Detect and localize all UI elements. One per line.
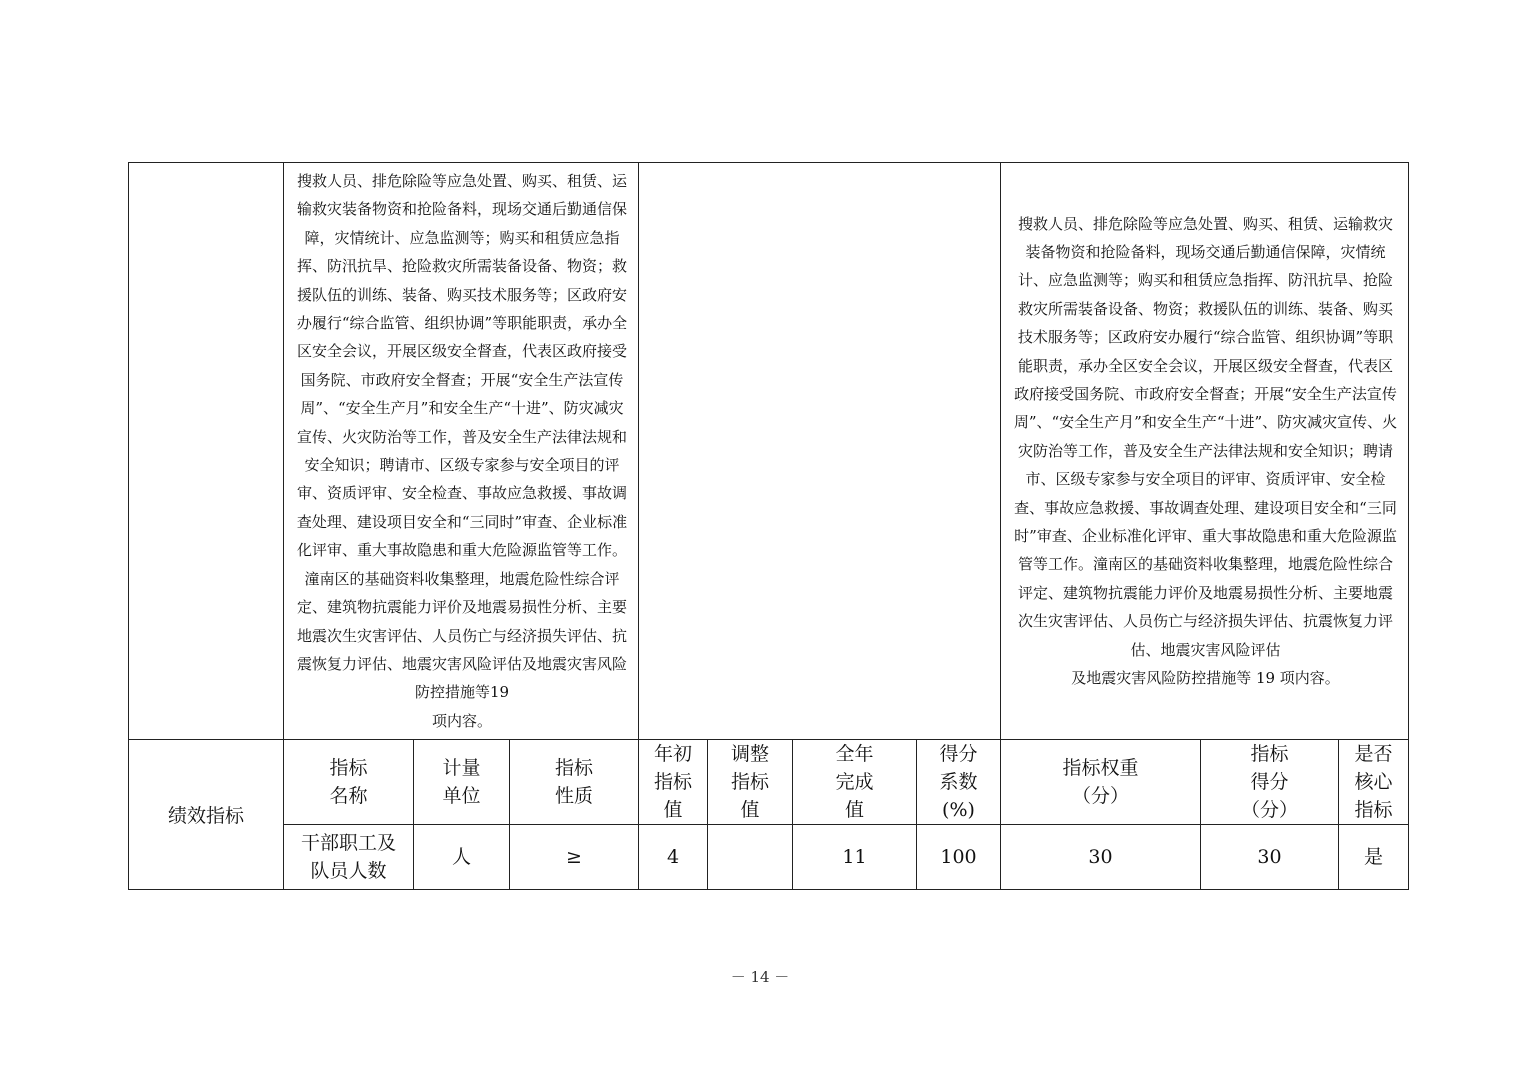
description-left-last-line: 项内容。 [431,711,492,730]
description-left-cell [284,163,639,740]
cell-core-indicator: 是 [1339,825,1409,890]
description-left-text: 搜救人员、排危除险等应急处置、购买、租赁、运输救灾装备物资和抢险备料，现场交通后勤通信保障，灾情统计、应急监测等；购买和租赁应急指挥、防汛抗旱、抢险救灾所需装备设备、物资；救援队伍的训练、装备、购买技术服务等；区政府安办履行“综合监管、组织协调”等职能职责，承办全区安全会议，开展区级安全督查，代表区政府接受国务院、市政府安全督查；开展“安全生产法宣传周”、“安全生产月”和安全生产“十进”、防灾减灾宣传、火灾防治等工作，普及安全生产法律法规和安全知识；聘请市、区级专家参与安全项目的评审、资质评审、安全检查、事故应急救援、事故调查处理、建设项目安全和“三同时”审查、企业标准化评审、重大事故隐患和重大危险源监管等工作。潼南区的基础资料收集整理，地震危险性综合评定、建筑物抗震能力评价及地震易损性分析、主要地震次生灾害评估、人员伤亡与经济损失评估、抗震恢复力评估、地震灾害风险评估及地震灾害风险防控措施等19 [296,172,628,702]
header-indicator-name: 指标 名称 [284,740,414,825]
description-row [129,163,1409,740]
cell-score-coefficient: 100 [917,825,1001,890]
header-score-coefficient: 得分 系数 (%) [917,740,1001,825]
header-adjusted-value: 调整 指标 值 [708,740,793,825]
performance-section-label: 绩效指标 [129,740,284,890]
header-row [129,740,1409,825]
header-unit: 计量 单位 [414,740,510,825]
cell-indicator-name: 干部职工及 队员人数 [284,825,414,890]
cell-adjusted-value [708,825,793,890]
header-initial-value: 年初 指标 值 [639,740,708,825]
cell-nature: ≥ [510,825,639,890]
description-empty-cell [639,163,1001,740]
header-nature: 指标 性质 [510,740,639,825]
header-score: 指标 得分 （分） [1201,740,1339,825]
description-right-cell [1001,163,1409,740]
table-row [129,825,1409,890]
cell-score: 30 [1201,825,1339,890]
cell-unit: 人 [414,825,510,890]
description-right-last-line: 及地震灾害风险防控措施等 19 项内容。 [1071,669,1340,688]
description-label-cell [129,163,284,740]
header-weight: 指标权重 （分） [1001,740,1201,825]
performance-table [128,162,1409,890]
header-core-indicator: 是否 核心 指标 [1339,740,1409,825]
cell-actual-value: 11 [793,825,917,890]
cell-initial-value: 4 [639,825,708,890]
header-actual-value: 全年 完成 值 [793,740,917,825]
description-right-text: 搜救人员、排危除险等应急处置、购买、租赁、运输救灾装备物资和抢险备料，现场交通后勤通信保障，灾情统计、应急监测等；购买和租赁应急指挥、防汛抗旱、抢险救灾所需装备设备、物资；救援队伍的训练、装备、购买技术服务等；区政府安办履行“综合监管、组织协调”等职能职责，承办全区安全会议，开展区级安全督查，代表区政府接受国务院、市政府安全督查；开展“安全生产法宣传周”、“安全生产月”和安全生产“十进”、防灾减灾宣传、火灾防治等工作，普及安全生产法律法规和安全知识；聘请市、区级专家参与安全项目的评审、资质评审、安全检查、事故应急救援、事故调查处理、建设项目安全和“三同时”审查、企业标准化评审、重大事故隐患和重大危险源监管等工作。潼南区的基础资料收集整理，地震危险性综合评定、建筑物抗震能力评价及地震易损性分析、主要地震次生灾害评估、人员伤亡与经济损失评估、抗震恢复力评估、地震灾害风险评估 [1013,214,1398,659]
page-number: － 14 － [730,968,790,986]
cell-weight: 30 [1001,825,1201,890]
